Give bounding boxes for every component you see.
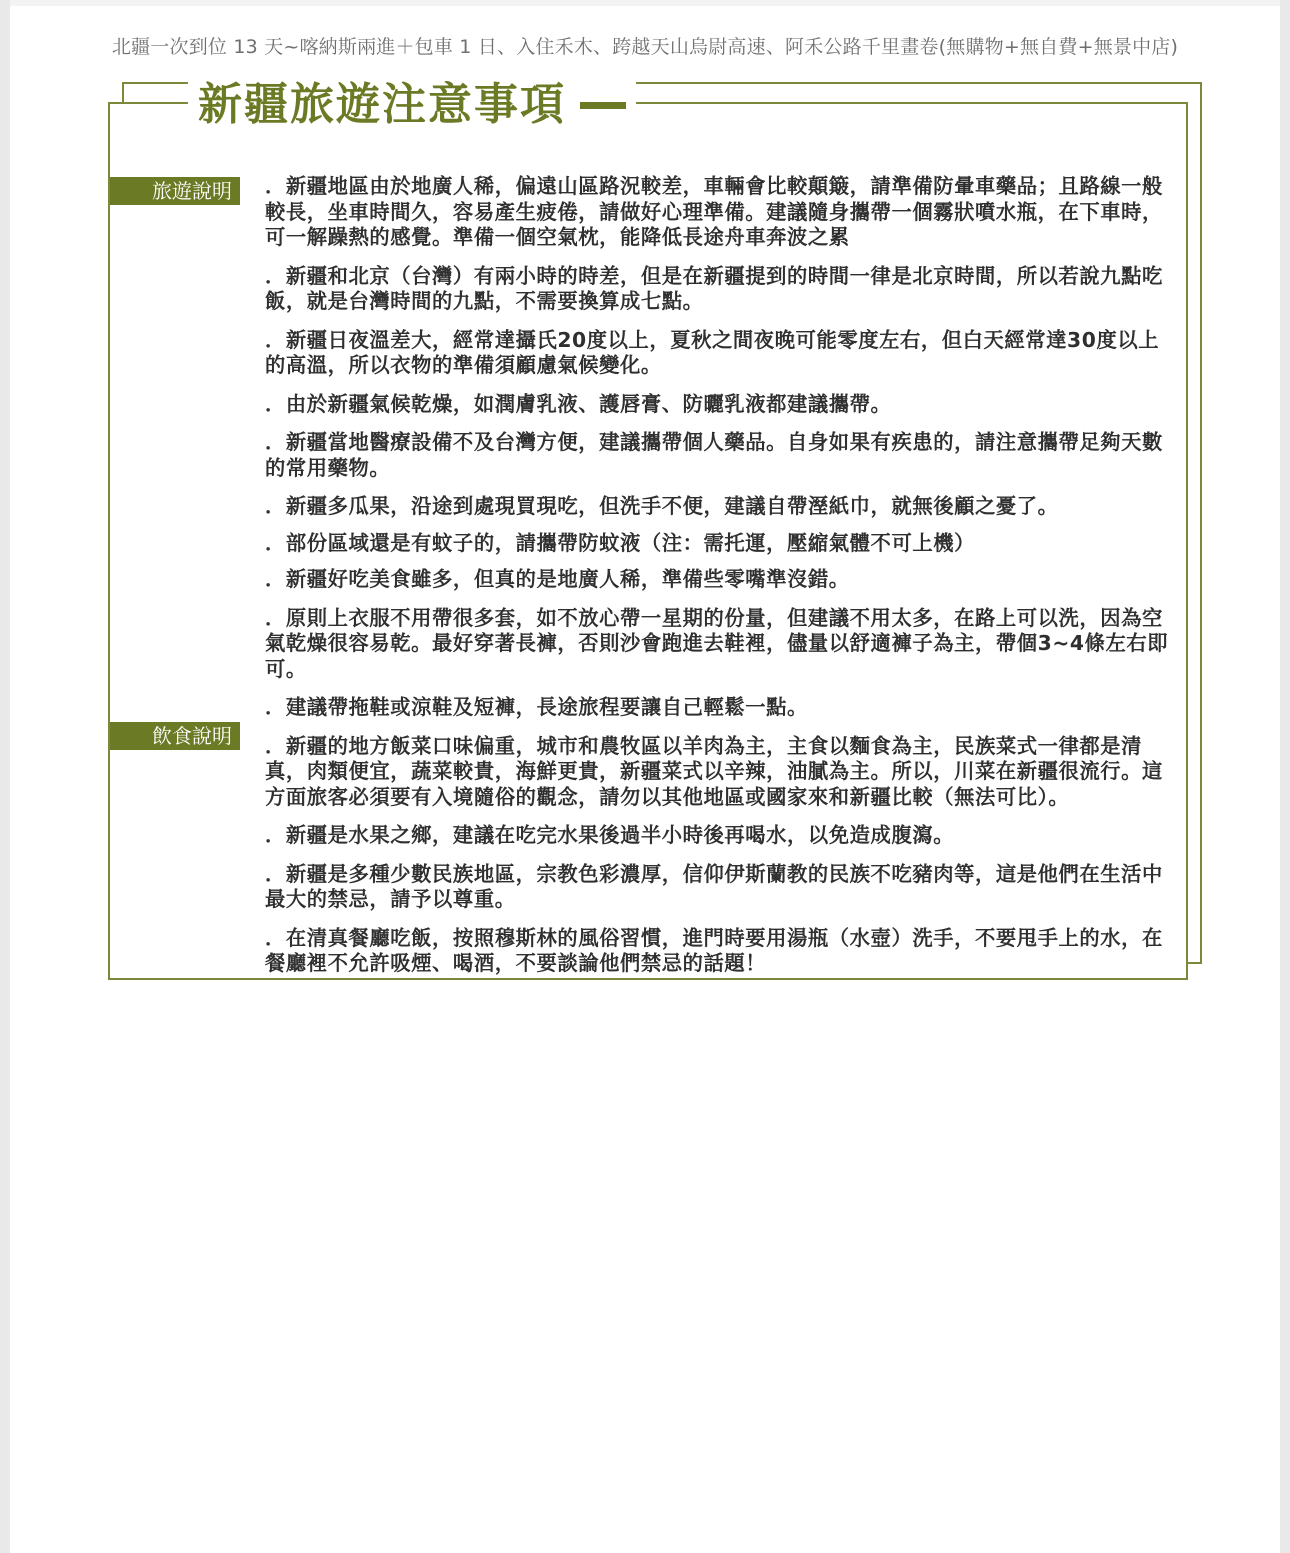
food-item: ．新疆是水果之鄉，建議在吃完水果後過半小時後再喝水，以免造成腹瀉。 — [265, 823, 955, 847]
food-item: ．在清真餐廳吃飯，按照穆斯林的風俗習慣，進門時要用湯瓶（水壺）洗手，不要甩手上的水，在餐廳裡不允許吸煙、喝酒，不要談論他們禁忌的話題！ — [265, 925, 1163, 975]
travel-item: ．原則上衣服不用帶很多套，如不放心帶一星期的份量，但建議不用太多，在路上可以洗，因為空氣乾燥很容易乾。最好穿著長褲，否則沙會跑進去鞋裡，儘量以舒適褲子為主，帶個3~4條左右即可。 — [265, 605, 1169, 681]
section-tag-food: 飲食說明 — [110, 722, 240, 750]
notice-heading: 新疆旅遊注意事項 — [198, 79, 566, 130]
notice-image — [108, 70, 1208, 995]
food-item: ．新疆是多種少數民族地區，宗教色彩濃厚，信仰伊斯蘭教的民族不吃豬肉等，這是他們在生活中最大的禁忌，請予以尊重。 — [265, 861, 1163, 911]
top-divider — [10, 0, 1280, 6]
travel-item: ．新疆當地醫療設備不及台灣方便，建議攜帶個人藥品。自身如果有疾患的，請注意攜帶足夠天數的常用藥物。 — [265, 430, 1163, 480]
section-tag-travel: 旅遊說明 — [110, 177, 240, 205]
notice-items — [265, 174, 1170, 990]
notice-frame — [108, 102, 1188, 980]
travel-item: ．新疆多瓜果，沿途到處現買現吃，但洗手不便，建議自帶溼紙巾，就無後顧之憂了。 — [265, 494, 1059, 518]
travel-item: ．部份區域還是有蚊子的，請攜帶防蚊液（注：需托運，壓縮氣體不可上機） — [265, 530, 975, 555]
document-title: 北疆一次到位 13 天~喀納斯兩進＋包車 1 日、入住禾木、跨越天山烏尉高速、阿禾公路千里畫卷(無購物+無自費+無景中店) — [111, 36, 1179, 58]
heading-bar — [580, 102, 626, 109]
notice-heading-wrap — [188, 70, 636, 130]
travel-item: ．新疆日夜溫差大，經常達攝氏20度以上，夏秋之間夜晚可能零度左右，但白天經常達30度以上的高溫，所以衣物的準備須顧慮氣候變化。 — [265, 327, 1160, 377]
document-page — [10, 0, 1280, 1553]
travel-item: ．新疆地區由於地廣人稀，偏遠山區路況較差，車輛會比較顛簸，請準備防暈車藥品；且路線一般較長，坐車時間久，容易產生疲倦，請做好心理準備。建議隨身攜帶一個霧狀噴水瓶，在下車時，可一解躁熱的感覺。準備一個空氣枕，能降低長途舟車奔波之累 — [265, 174, 1163, 249]
travel-item: ．建議帶拖鞋或涼鞋及短褲，長途旅程要讓自己輕鬆一點。 — [265, 695, 808, 719]
travel-item: ．由於新疆氣候乾燥，如潤膚乳液、護唇膏、防曬乳液都建議攜帶。 — [265, 391, 892, 416]
food-item: ．新疆的地方飯菜口味偏重，城市和農牧區以羊肉為主，主食以麵食為主，民族菜式一律都是清真，肉類便宜，蔬菜較貴，海鮮更貴，新疆菜式以辛辣，油膩為主。所以，川菜在新疆很流行。這方面旅客必須要有入境隨俗的觀念，請勿以其他地區或國家來和新疆比較（無法可比）。 — [265, 733, 1163, 809]
travel-item: ．新疆好吃美食雖多，但真的是地廣人稀，準備些零嘴準沒錯。 — [265, 567, 850, 591]
travel-item: ．新疆和北京（台灣）有兩小時的時差，但是在新疆提到的時間一律是北京時間，所以若說九點吃飯，就是台灣時間的九點，不需要換算成七點。 — [265, 263, 1163, 313]
